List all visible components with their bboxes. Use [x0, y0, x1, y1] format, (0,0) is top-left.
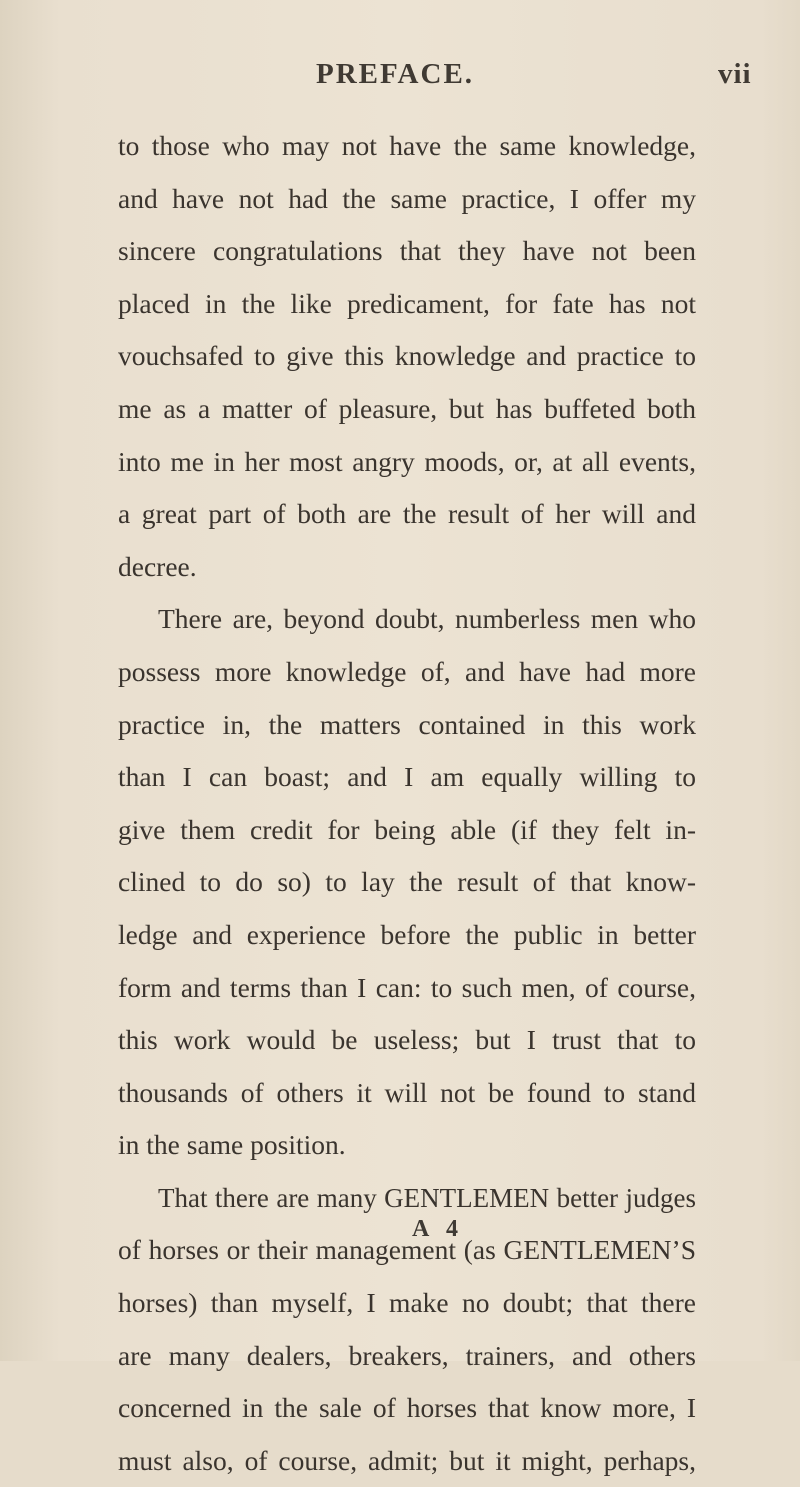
- page-header: [0, 58, 800, 98]
- text-line: horses) than myself, I make no doubt; that there: [118, 1287, 696, 1319]
- text-line: form and terms than I can: to such men, of course,: [118, 971, 696, 1003]
- text-line: in the same position.: [118, 1129, 346, 1161]
- text-line: concerned in the sale of horses that know more, I: [118, 1392, 696, 1424]
- text-line: to those who may not have the same knowledge,: [118, 130, 696, 161]
- text-line: There are, beyond doubt, numberless men who: [158, 603, 696, 635]
- text-line: and have not had the same practice, I offer my: [118, 182, 696, 214]
- text-line: placed in the like predicament, for fate has not: [118, 287, 696, 319]
- text-line: give them credit for being able (if they felt in-: [118, 813, 696, 845]
- text-line: practice in, the matters contained in this work: [118, 708, 696, 740]
- text-line: must also, of course, admit; but it might, perhaps,: [118, 1444, 696, 1476]
- body-text: [118, 120, 696, 1487]
- text-line: vouchsafed to give this knowledge and practice to: [118, 340, 696, 372]
- text-line: a great part of both are the result of her will and: [118, 498, 696, 530]
- text-line: thousands of others it will not be found to stand: [118, 1076, 696, 1108]
- text-line: this work would be useless; but I trust that to: [118, 1024, 696, 1056]
- text-line: decree.: [118, 550, 197, 582]
- text-line: That there are many GENTLEMEN better judges: [158, 1182, 696, 1213]
- text-line: are many dealers, breakers, trainers, and others: [118, 1339, 696, 1371]
- text-line: than I can boast; and I am equally willing to: [118, 761, 696, 793]
- printer-signature-mark: A 4: [412, 1216, 465, 1242]
- text-line: into me in her most angry moods, or, at all events,: [118, 445, 696, 477]
- text-line: of horses or their management (as GENTLEMEN’S: [118, 1234, 696, 1266]
- text-line: ledge and experience before the public in better: [118, 918, 696, 950]
- text-line: possess more knowledge of, and have had more: [118, 655, 696, 687]
- text-line: me as a matter of pleasure, but has buffeted both: [118, 392, 696, 424]
- running-head: PREFACE.: [316, 58, 475, 90]
- text-line: clined to do so) to lay the result of that know-: [118, 866, 696, 898]
- page-number: vii: [718, 58, 752, 90]
- text-line: sincere congratulations that they have not been: [118, 235, 696, 267]
